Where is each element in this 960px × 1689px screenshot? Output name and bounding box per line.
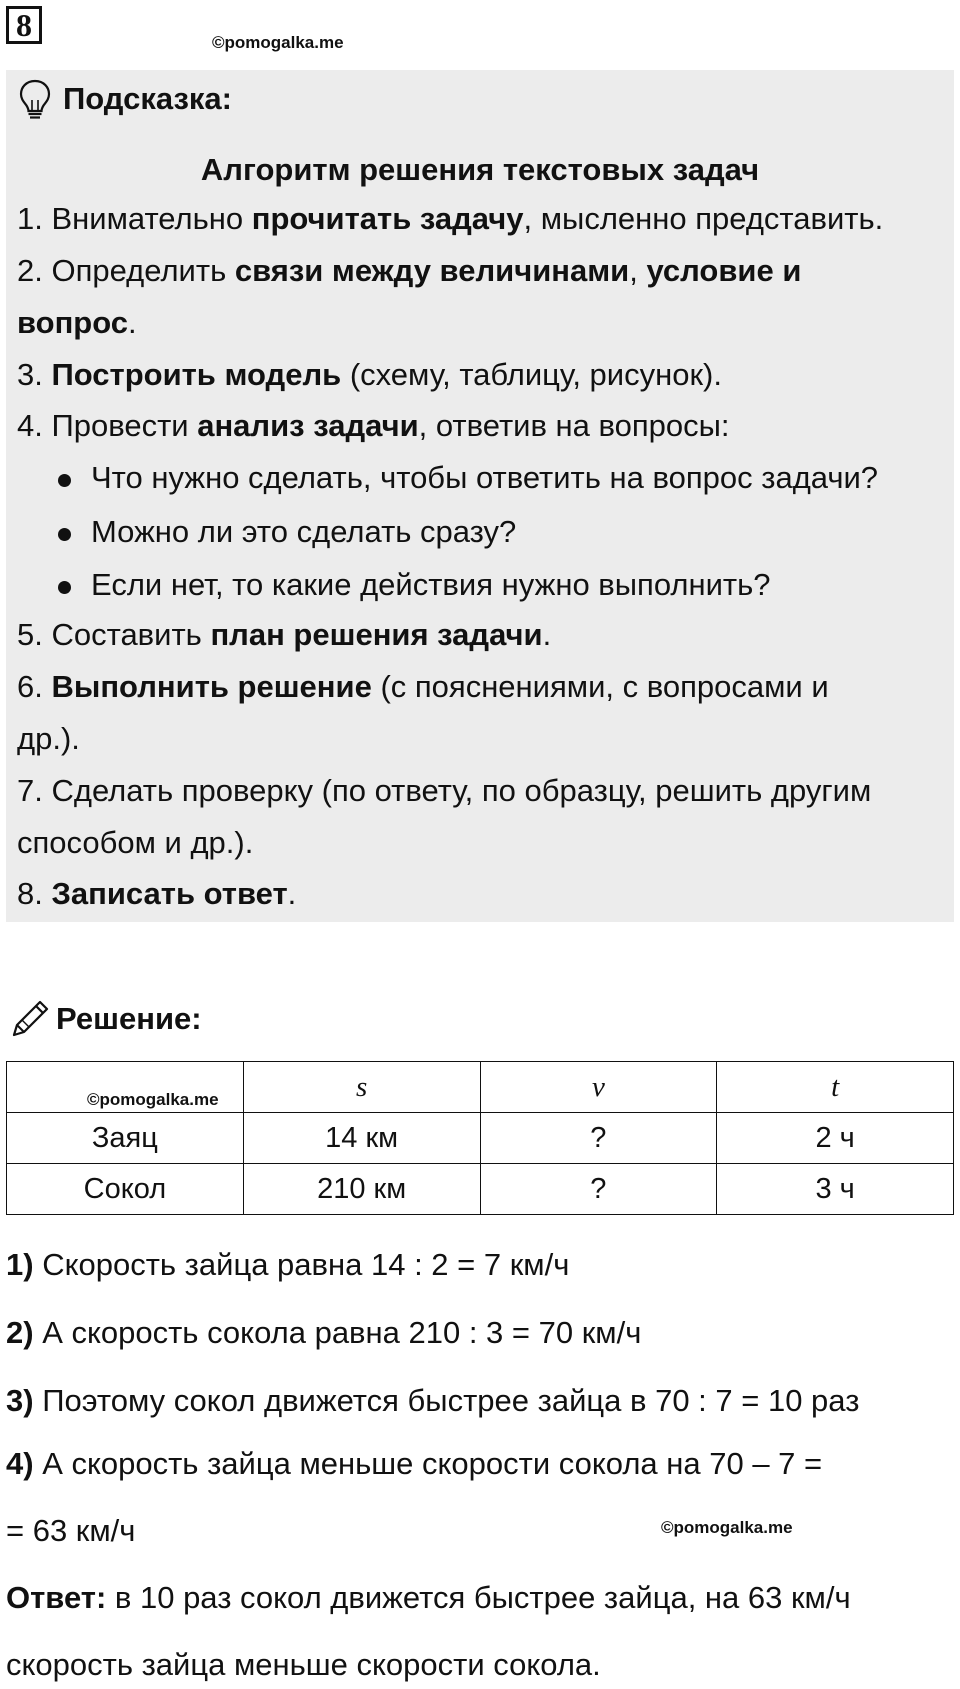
solution-step-4-cont: = 63 км/ч — [6, 1513, 136, 1548]
header-v: v — [480, 1062, 717, 1113]
table-cell: 210 км — [243, 1164, 480, 1215]
hint-step-7-cont: способом и др.). — [17, 825, 254, 860]
table-cell: Сокол — [7, 1164, 244, 1215]
watermark-top: ©pomogalka.me — [212, 33, 344, 52]
solution-step-3: 3) Поэтому сокол движется быстрее зайца в 70 : 7 = 10 раз — [6, 1383, 860, 1418]
bullet-dot — [58, 528, 71, 541]
hint-step-3: 3. Построить модель (схему, таблицу, рисунок). — [17, 357, 722, 392]
solution-title: Решение: — [56, 1001, 202, 1036]
hint-step-2-cont: вопрос. — [17, 305, 137, 340]
table-header-row — [7, 1062, 954, 1113]
hint-step-6-cont: др.). — [17, 721, 80, 756]
watermark-table: ©pomogalka.me — [87, 1090, 219, 1109]
header-s: s — [243, 1062, 480, 1113]
table-cell: ? — [480, 1164, 717, 1215]
table-row — [7, 1164, 954, 1215]
answer-line-1: Ответ: в 10 раз сокол движется быстрее зайца, на 63 км/ч — [6, 1580, 851, 1615]
hint-step-1: 1. Внимательно прочитать задачу, мысленно представить. — [17, 201, 884, 236]
hint-step-8: 8. Записать ответ. — [17, 876, 297, 911]
hint-step-6: 6. Выполнить решение (с пояснениями, с вопросами и — [17, 669, 829, 704]
header-t: t — [717, 1062, 954, 1113]
hint-step-5: 5. Составить план решения задачи. — [17, 617, 552, 652]
bullet-dot — [58, 474, 71, 487]
bullet-dot — [58, 581, 71, 594]
hint-step-2: 2. Определить связи между величинами, условие и — [17, 253, 802, 288]
solution-step-4: 4) А скорость зайца меньше скорости сокола на 70 – 7 = — [6, 1446, 823, 1481]
table-row — [7, 1113, 954, 1164]
table-cell: 3 ч — [717, 1164, 954, 1215]
solution-step-2: 2) А скорость сокола равна 210 : 3 = 70 км/ч — [6, 1315, 642, 1350]
table-cell: 2 ч — [717, 1113, 954, 1164]
solution-step-1: 1) Скорость зайца равна 14 : 2 = 7 км/ч — [6, 1247, 570, 1282]
table-cell: ? — [480, 1113, 717, 1164]
hint-bullet-1: Что нужно сделать, чтобы ответить на вопрос задачи? — [91, 460, 879, 495]
hint-heading: Алгоритм решения текстовых задач — [200, 152, 760, 187]
pencil-icon — [10, 997, 52, 1039]
data-table — [6, 1061, 954, 1215]
hint-bullet-3: Если нет, то какие действия нужно выполнить? — [91, 567, 771, 602]
hint-title: Подсказка: — [63, 81, 232, 116]
hint-step-7: 7. Сделать проверку (по ответу, по образцу, решить другим — [17, 773, 872, 808]
table-cell: 14 км — [243, 1113, 480, 1164]
table-header-cell — [7, 1062, 244, 1113]
lightbulb-icon — [18, 78, 52, 120]
table-cell: Заяц — [7, 1113, 244, 1164]
hint-step-4: 4. Провести анализ задачи, ответив на вопросы: — [17, 408, 730, 443]
task-number: 8 — [6, 6, 42, 44]
watermark-bottom: ©pomogalka.me — [661, 1518, 793, 1537]
answer-line-2: скорость зайца меньше скорости сокола. — [6, 1647, 601, 1682]
hint-bullet-2: Можно ли это сделать сразу? — [91, 514, 517, 549]
